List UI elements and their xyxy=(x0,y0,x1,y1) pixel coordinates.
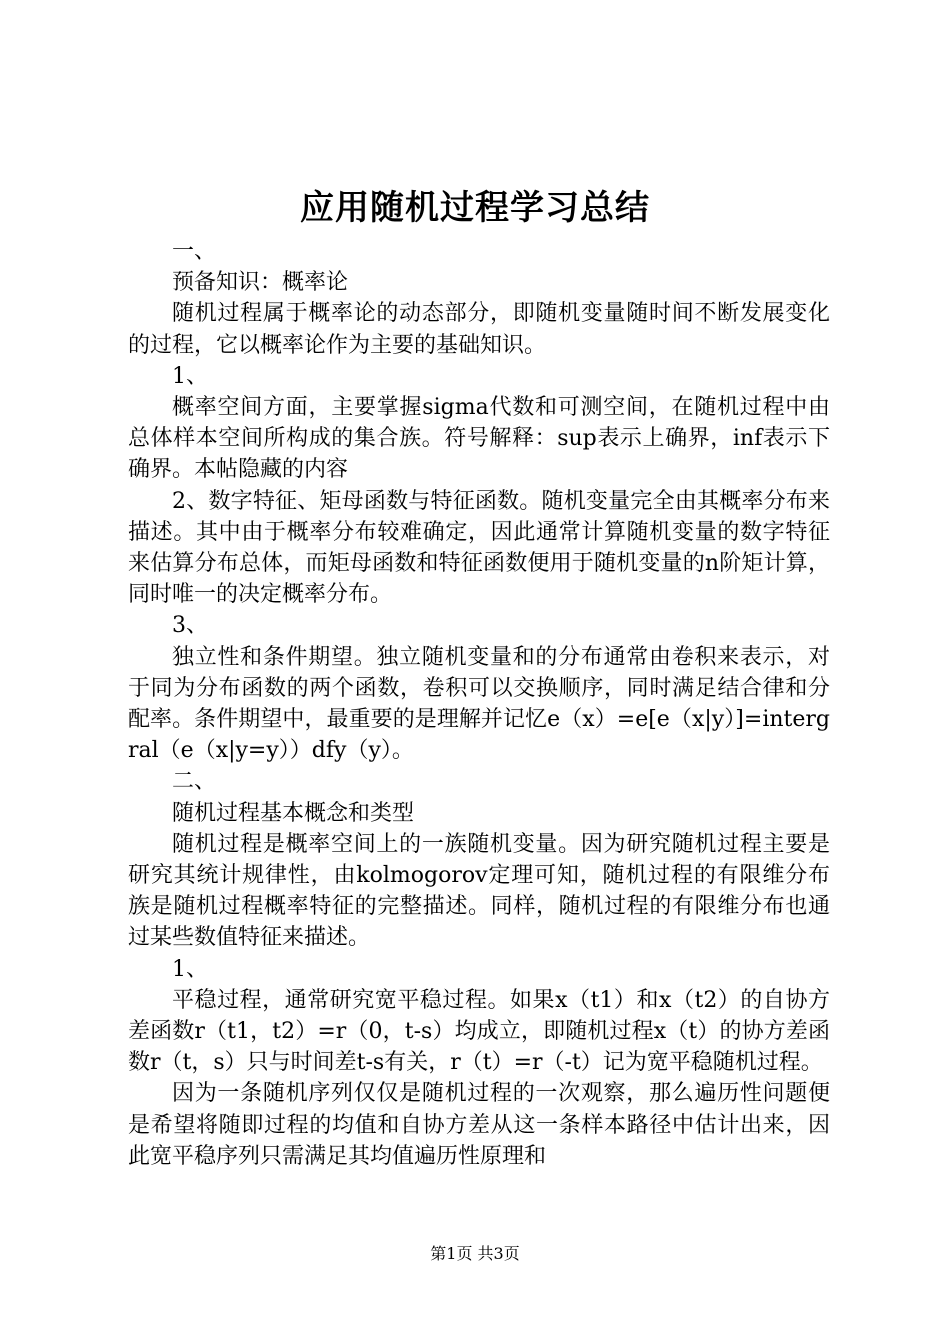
section-heading: 一、 xyxy=(172,239,217,264)
section-heading: 1、 xyxy=(172,363,208,389)
paragraph: 随机过程属于概率论的动态部分，即随机变量随时间不断发展变化的过程，它以概率论作为主要的基础知识。 xyxy=(128,301,830,358)
section-heading: 预备知识：概率论 xyxy=(172,270,349,296)
page-footer: 第1页 共3页 xyxy=(430,1244,520,1263)
paragraph: 独立性和条件期望。独立随机变量和的分布通常由卷积来表示，对于同为分布函数的两个函数，卷积可以交换顺序，同时满足结合律和分配率。条件期望中，最重要的是理解并记忆e（x）=e[e（x|y）]=intergral（e（x|y=y））dfy（y）。 xyxy=(128,644,830,764)
section-heading: 3、 xyxy=(172,613,208,639)
document-title: 应用随机过程学习总结 xyxy=(300,188,650,228)
section-heading: 二、 xyxy=(172,769,217,795)
paragraph: 概率空间方面，主要掌握sigma代数和可测空间，在随机过程中由总体样本空间所构成的集合族。符号解释：sup表示上确界，inf表示下确界。本帖隐藏的内容 xyxy=(128,395,830,483)
paragraph: 因为一条随机序列仅仅是随机过程的一次观察，那么遍历性问题便是希望将随即过程的均值和自协方差从这一条样本路径中估计出来，因此宽平稳序列只需满足其均值遍历性原理和 xyxy=(128,1081,830,1169)
document-body xyxy=(128,236,830,1172)
section-heading: 1、 xyxy=(172,956,208,982)
section-heading: 随机过程基本概念和类型 xyxy=(172,800,415,826)
paragraph: 随机过程是概率空间上的一族随机变量。因为研究随机过程主要是研究其统计规律性，由kolmogorov定理可知，随机过程的有限维分布族是随机过程概率特征的完整描述。同样，随机过程的有限维分布也通过某些数值特征来描述。 xyxy=(128,831,830,951)
paragraph: 平稳过程，通常研究宽平稳过程。如果x（t1）和x（t2）的自协方差函数r（t1，t2）=r（0，t-s）均成立，即随机过程x（t）的协方差函数r（t，s）只与时间差t-s有关，r（t）=r（-t）记为宽平稳随机过程。 xyxy=(128,987,830,1076)
paragraph: 2、数字特征、矩母函数与特征函数。随机变量完全由其概率分布来描述。其中由于概率分布较难确定，因此通常计算随机变量的数字特征来估算分布总体，而矩母函数和特征函数便用于随机变量的n阶矩计算，同时唯一的决定概率分布。 xyxy=(128,488,830,608)
